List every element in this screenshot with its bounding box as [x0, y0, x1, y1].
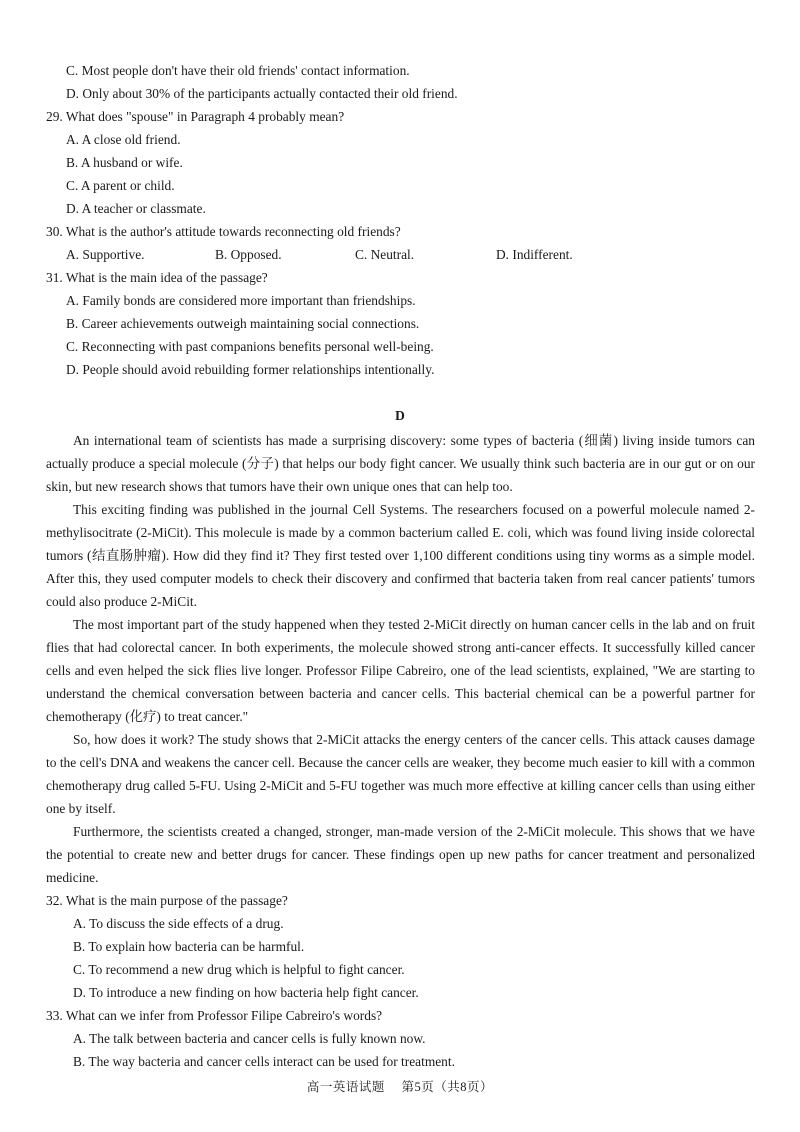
question-32-option-c: C. To recommend a new drug which is helpful to fight cancer. [73, 962, 405, 977]
question-30-option-c: C. Neutral. [355, 247, 415, 262]
question-31-stem: 31. What is the main idea of the passage? [46, 270, 268, 285]
question-31-option-d: D. People should avoid rebuilding former relationships intentionally. [66, 362, 435, 377]
question-29-option-a: A. A close old friend. [66, 132, 181, 147]
section-d-title: D [395, 408, 405, 423]
page-footer: 高一英语试题 第5页（共8页） [306, 1080, 494, 1094]
question-32-option-b: B. To explain how bacteria can be harmful. [73, 939, 305, 954]
question-30-option-b: B. Opposed. [215, 247, 282, 262]
question-29-option-d: D. A teacher or classmate. [66, 201, 206, 216]
prev-option-c: C. Most people don't have their old friends' contact information. [66, 63, 410, 78]
question-31-option-a: A. Family bonds are considered more important than friendships. [66, 293, 416, 308]
passage-paragraph-5: Furthermore, the scientists created a changed, stronger, man-made version of the 2-MiCit molecule. This shows that we have the potential to create new and better drugs for cancer. These findings open up new paths for cancer treatment and personalized medicine. [46, 824, 755, 885]
question-30-stem: 30. What is the author's attitude towards reconnecting old friends? [46, 224, 401, 239]
question-33-stem: 33. What can we infer from Professor Filipe Cabreiro's words? [46, 1008, 383, 1023]
question-33-option-b: B. The way bacteria and cancer cells interact can be used for treatment. [73, 1054, 455, 1069]
question-32-stem: 32. What is the main purpose of the passage? [46, 893, 288, 908]
passage-paragraph-3: The most important part of the study happened when they tested 2-MiCit directly on human cancer cells in the lab and on fruit flies that had colorectal cancer. In both experiments, the molecule showed strong anti-cancer effects. It successfully killed cancer cells and even helped the sick flies live longer. Professor Filipe Cabreiro, one of the lead scientists, explained, "We are starting to understand the chemical conversation between bacteria and cancer cells. This bacterial chemical can be a powerful partner for chemotherapy (化疗) to treat cancer." [46, 617, 755, 724]
prev-option-d: D. Only about 30% of the participants actually contacted their old friend. [66, 86, 458, 101]
question-32-option-a: A. To discuss the side effects of a drug. [73, 916, 284, 931]
question-32-option-d: D. To introduce a new finding on how bacteria help fight cancer. [73, 985, 419, 1000]
passage-paragraph-4: So, how does it work? The study shows that 2-MiCit attacks the energy centers of the cancer cells. This attack causes damage to the cell's DNA and weakens the cancer cell. Because the cancer cells are weaker, they become much easier to kill with a common chemotherapy drug called 5-FU. Using 2-MiCit and 5-FU together was much more effective at killing cancer cells than using either one by itself. [46, 732, 755, 816]
question-29-option-b: B. A husband or wife. [66, 155, 183, 170]
question-29-stem: 29. What does "spouse" in Paragraph 4 probably mean? [46, 109, 345, 124]
question-30-option-d: D. Indifferent. [496, 247, 573, 262]
question-29-option-c: C. A parent or child. [66, 178, 175, 193]
passage-paragraph-1: An international team of scientists has made a surprising discovery: some types of bacteria (细菌) living inside tumors can actually produce a special molecule (分子) that helps our body fight cancer. We usually think such bacteria are in our gut or on our skin, but new research shows that tumors have their own unique ones that can help too. [46, 433, 755, 494]
question-33-option-a: A. The talk between bacteria and cancer cells is fully known now. [73, 1031, 426, 1046]
passage-paragraph-2: This exciting finding was published in the journal Cell Systems. The researchers focused on a powerful molecule named 2-methylisocitrate (2-MiCit). This molecule is made by a common bacterium called E. coli, which was found living inside colorectal tumors (结直肠肿瘤). How did they find it? They first tested over 1,100 different conditions using tiny worms as a simple model. After this, they used computer models to check their discovery and confirmed that bacteria taken from real cancer patients' tumors could also produce 2-MiCit. [46, 502, 755, 609]
question-31-option-b: B. Career achievements outweigh maintaining social connections. [66, 316, 420, 331]
question-31-option-c: C. Reconnecting with past companions benefits personal well-being. [66, 339, 434, 354]
question-30-option-a: A. Supportive. [66, 247, 145, 262]
